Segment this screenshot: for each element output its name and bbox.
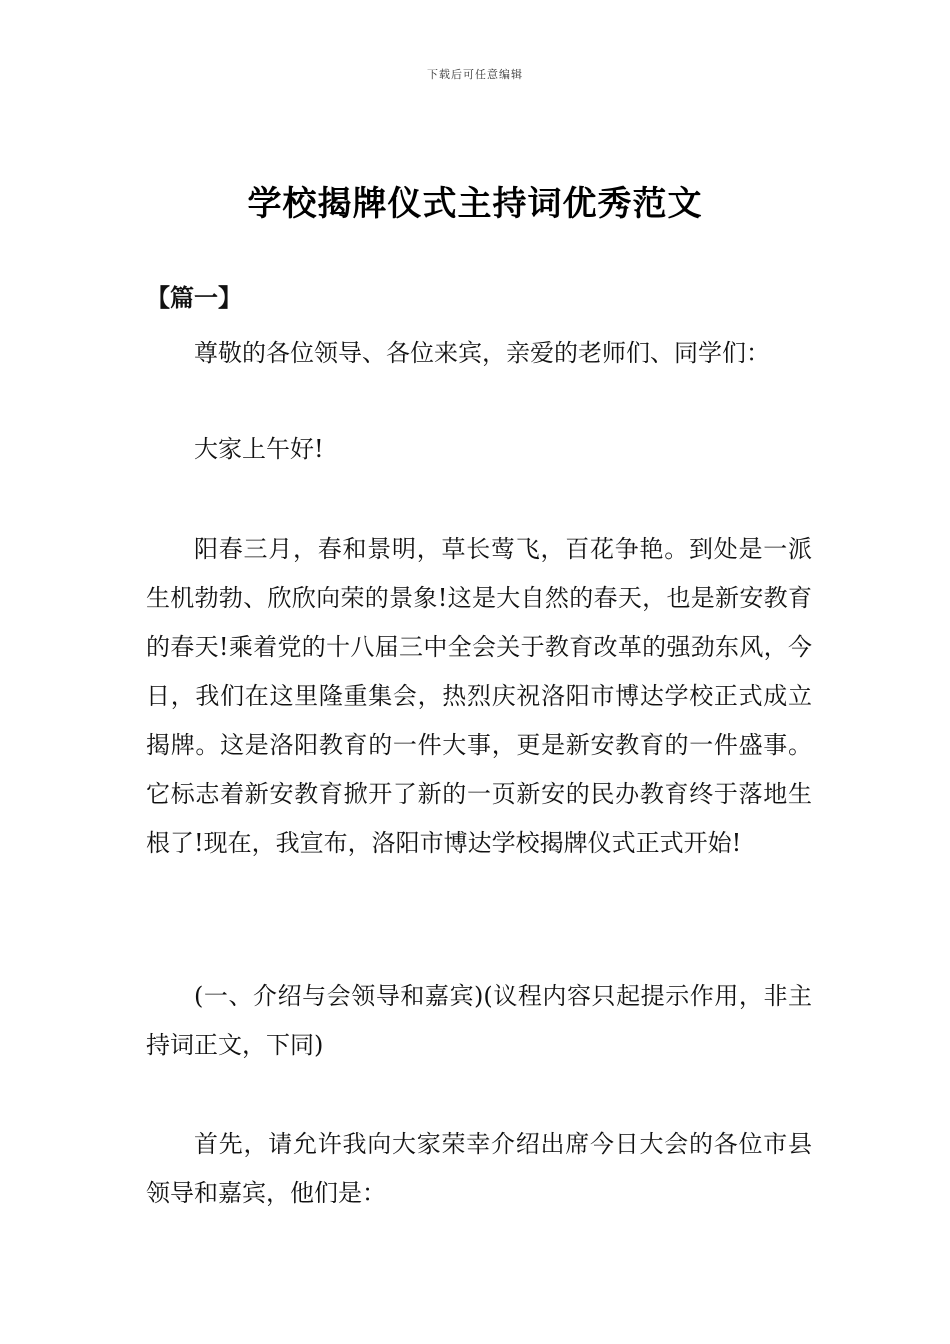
paragraph-opening: 阳春三月，春和景明，草长莺飞，百花争艳。到处是一派生机勃勃、欣欣向荣的景象!这是大自然的春天，也是新安教育的春天!乘着党的十八届三中全会关于教育改革的强劲东风，今日，我们在这里隆重集会，热烈庆祝洛阳市博达学校正式成立揭牌。这是洛阳教育的一件大事，更是新安教育的一件盛事。它标志着新安教育掀开了新的一页新安的民办教育终于落地生根了!现在，我宣布，洛阳市博达学校揭牌仪式正式开始! bbox=[146, 535, 812, 857]
header-note: 下载后可任意编辑 bbox=[427, 68, 523, 81]
section-label: 【篇一】 bbox=[146, 284, 242, 312]
paragraph-good-morning: 大家上午好! bbox=[194, 435, 324, 463]
paragraph-agenda-note: (一、介绍与会领导和嘉宾)(议程内容只起提示作用，非主持词正文，下同) bbox=[146, 982, 812, 1059]
document-title: 学校揭牌仪式主持词优秀范文 bbox=[247, 184, 703, 224]
paragraph-greeting: 尊敬的各位领导、各位来宾，亲爱的老师们、同学们： bbox=[194, 339, 770, 367]
paragraph-introduction: 首先，请允许我向大家荣幸介绍出席今日大会的各位市县领导和嘉宾，他们是： bbox=[146, 1130, 812, 1207]
